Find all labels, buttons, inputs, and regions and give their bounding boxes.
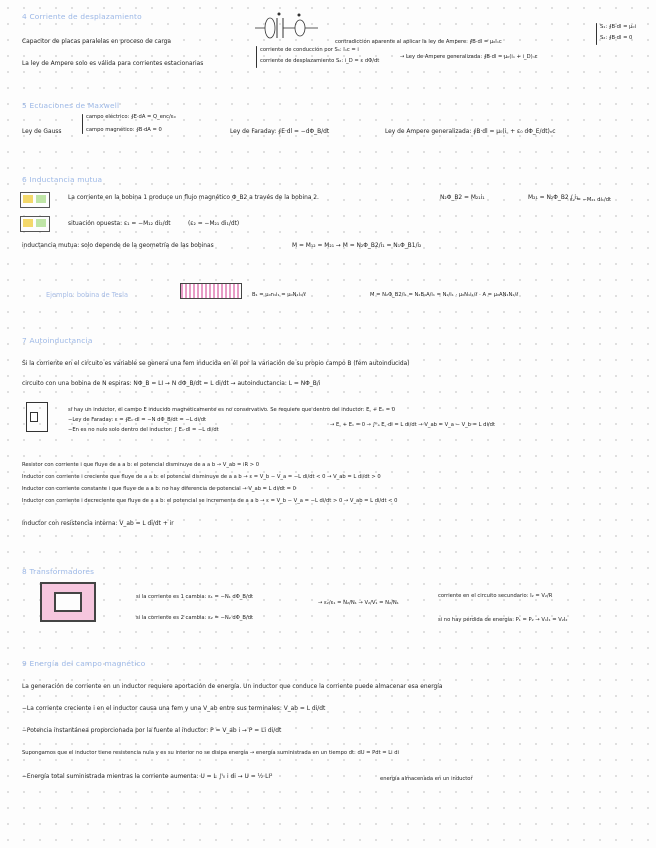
- s6-geometry: inductancia mutua: solo depende de la geometría de las bobinas: [22, 243, 214, 249]
- s6-tesla-m: M = N₂Φ_B2/i₁ = N₂B₁A/i₁ = N₂/i₁ · μ₀N₁i₁/ℓ · A = μ₀AN₁N₂/ℓ: [370, 292, 519, 298]
- capacitor-diagram: [255, 10, 320, 46]
- s5-gauss-electric: campo eléctrico: ∮E·dA = Q_enc/ε₀: [86, 114, 176, 120]
- s5-gauss-label: Ley de Gauss: [22, 129, 62, 135]
- s5-ampere: Ley de Ampere generalizada: ∮B·dl = μ₀(i꜀ + ε₀ dΦ_E/dt)ₙc: [385, 129, 556, 135]
- s9-total-energy: −Energía total suministrada mientras la corriente aumenta: U = L ∫ᴵ₀ i di → U = ½ LI²: [22, 774, 273, 780]
- section-8-title: 8 Transformadores: [22, 567, 95, 576]
- s9-emf: −La corriente creciente i en el inductor causa una fem y una V_ab entre sus terminales: V_ab = L di/dt: [22, 706, 326, 712]
- section-6-title: 6 Inductancia mutua: [22, 175, 103, 184]
- s6-eq3: ε₂ = −M₂₁ di₁/dt: [570, 197, 612, 203]
- s7-vab: → E꜀ + Eₙ = 0 → ∫ᵇₐ E꜀·dl = L di/dt → V_ab = V_a − V_b = L di/dt: [330, 422, 495, 428]
- s4-contradiction: contradicción aparente al aplicar la ley de Ampere: ∮B·dl = μ₀Iₙc: [335, 39, 502, 45]
- s4-brace: [256, 46, 257, 68]
- coil-pair-icon-1: [20, 192, 50, 208]
- s4-generalized: → Ley de Ampere generalizada: ∮B·dl = μ₀(iₙ + i_D)ₙc: [400, 54, 538, 60]
- s9-generation: La generación de corriente en un inductor requiere aportación de energía. Un inductor que conduce la corriente puede almacenar esa energía: [22, 684, 443, 690]
- s7-nonconservative: si hay un inductor, el campo E inducido magnéticamente es no conservativo. Se requiere que dentro del inductor: E꜀ + Eₙ = 0: [68, 407, 396, 413]
- s4-surfaces-brace: [596, 23, 597, 45]
- s5-faraday: Ley de Faraday: ∮E·dl = −dΦ_B/dt: [230, 129, 330, 135]
- s7-self-induced: Si la corriente en el circuito es variable se genera una fem inducida en él por la variación de su propio campo B (fem autoinducida): [22, 361, 410, 367]
- s4-surface-1: S₁: ∮B·dl = μ₀i: [600, 24, 636, 30]
- s4-surface-2: S₂: ∮B·dl = 0: [600, 35, 633, 41]
- s8-secondary-current: corriente en el circuito secundario: I₂ = V₂/R: [438, 593, 553, 599]
- section-5-title: 5 Ecuaciones de Maxwell: [22, 101, 120, 110]
- s6-opposite: situación opuesta: ε₁ = −M₁₂ di₂/dt: [68, 221, 171, 227]
- s7-faraday: −Ley de Faraday: ε = ∮Eₙ·dl = −N dΦ_B/dt = −L di/dt: [68, 417, 207, 423]
- s6-geometry-eq: M = M₁₂ = M₂₁ → M = N₂Φ_B2/i₁ = N₁Φ_B1/i₂: [292, 243, 422, 249]
- s6-eq2: M₂₁ = N₂Φ_B2 / i₁: [528, 195, 579, 201]
- s7-resistor: Resistor con corriente i que fluye de a a b: el potencial disminuye de a a b → V_ab = iR > 0: [22, 462, 260, 468]
- s8-no-loss: si no hay pérdida de energía: P₁ = P₂ → V₁I₁ = V₂I₂: [438, 617, 568, 623]
- s7-constant: Inductor con corriente constante i que fluye de a a b: no hay diferencia de potencial → V_ab = L di/dt = 0: [22, 486, 296, 492]
- s9-power: −Potencia instantánea proporcionada por la fuente al inductor: P = V_ab i → P = Li di/dt: [22, 728, 282, 734]
- s7-increasing: Inductor con corriente i creciente que fluye de a a b: el potencial disminuye de a a b → ε = V_b − V_a = −L di/dt < 0 → V_ab = L di/dt > 0: [22, 474, 381, 480]
- s8-coil2-change: si la corriente es 2 cambia: ε₂ = −N₂ dΦ_B/dt: [136, 615, 254, 621]
- s9-energy-dt: Supongamos que el inductor tiene resistencia nula y es su interior no se disipa energía → energía suministrada en un tiempo dt: dU = Pdt = Li di: [22, 750, 399, 756]
- s8-ratio: → ε₂/ε₁ = N₂/N₁ → V₂/V₁ = N₂/N₁: [318, 600, 399, 606]
- transformer-icon: [40, 582, 96, 622]
- s6-mutual-flux: La corriente en la bobina 1 produce un flujo magnético Φ_B2 a través de la bobina 2.: [68, 195, 319, 201]
- s4-conduction: corriente de conducción por S₁: Iₙc = i: [260, 47, 359, 53]
- section-9-title: 9 Energía del campo magnético: [22, 659, 146, 668]
- s7-internal-resistance: Inductor con resistencia interna: V_ab = L di/dt + ir: [22, 521, 174, 527]
- s7-decreasing: Inductor con corriente i decreciente que fluye de a a b: el potencial se incrementa de a a b → ε = V_b − V_a = −L di/dt > 0 → V_ab = L di/dt < 0: [22, 498, 398, 504]
- s6-tesla-example: Ejemplo: bobina de Tesla: [46, 291, 129, 299]
- s6-eq1: N₂Φ_B2 = M₂₁i₁: [440, 195, 485, 201]
- s5-gauss-magnetic: campo magnético: ∮B·dA = 0: [86, 127, 162, 133]
- s4-displacement: corriente de desplazamiento S₂: i_D = ε dΦ/dt: [260, 58, 380, 64]
- s4-ampere-validity: La ley de Ampere solo es válida para corrientes estacionarias: [22, 61, 204, 67]
- s4-capacitor-text: Capacitor de placas paralelas en proceso de carga: [22, 39, 172, 45]
- section-4-title: 4 Corriente de desplazamiento: [22, 12, 142, 21]
- s7-inside-inductor: −En es no nulo solo dentro del inductor: ∫ Eₙ·dl = −L di/dt: [68, 427, 219, 433]
- s8-coil1-change: si la corriente es 1 cambia: ε₁ = −N₁ dΦ_B/dt: [136, 594, 254, 600]
- tesla-coil-icon: [180, 283, 242, 299]
- s9-stored: energía almacenada en un inductor: [380, 776, 473, 782]
- s6-tesla-b1: B₁ = μ₀n₁i₁ = μ₀N₁i₁/ℓ: [252, 292, 306, 298]
- s5-gauss-brace: [82, 114, 83, 134]
- s6-opposite-b: (ε₂ = −M₂₁ di₁/dt): [188, 221, 240, 227]
- inductor-circuit-icon: [26, 402, 48, 432]
- s7-autoinductance: circuito con una bobina de N espiras: NΦ_B = LI → N dΦ_B/dt = L di/dt → autoinductancia: L = NΦ_B/i: [22, 381, 321, 387]
- section-7-title: 7 Autoinductancia: [22, 336, 93, 345]
- coil-pair-icon-2: [20, 216, 50, 232]
